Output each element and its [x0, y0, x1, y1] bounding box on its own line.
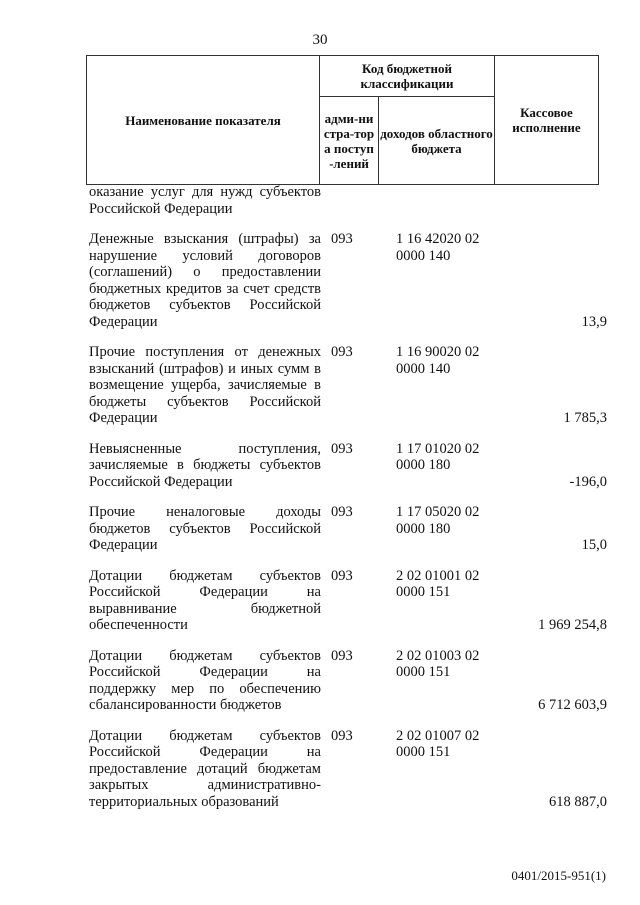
footer-code: 0401/2015-951(1) — [511, 868, 606, 883]
row-income-code — [389, 337, 504, 434]
row-admin-code: 093 — [331, 344, 353, 360]
row-amount: 618 887,0 — [549, 793, 607, 810]
row-name: Прочие неналоговые доходы бюджетов субъектов Российской Федерации — [89, 504, 321, 553]
row-income-code — [389, 721, 504, 818]
row-income-code — [389, 184, 504, 224]
table-row — [86, 337, 611, 434]
row-name: оказание услуг для нужд субъектов Российской Федерации — [89, 184, 321, 217]
header-code-group: Код бюджетной классификации — [320, 56, 495, 97]
row-amount: 15,0 — [581, 537, 607, 553]
header-name: Наименование показателя — [87, 56, 320, 185]
row-name: Дотации бюджетам субъектов Российской Федерации на выравнивание бюджетной обеспеченности — [89, 567, 321, 633]
row-income-code-line: 2 02 01003 02 — [396, 647, 480, 664]
row-income-code-line: 1 17 05020 02 — [396, 504, 480, 520]
header-admin — [320, 97, 379, 185]
table-row — [86, 434, 611, 498]
row-admin-code: 093 — [331, 231, 353, 247]
row-amount: 6 712 603,9 — [538, 697, 607, 713]
row-income-code-line: 0000 180 — [396, 520, 451, 537]
page-number: 30 — [312, 32, 328, 48]
row-income-code-line: 0000 140 — [396, 247, 451, 264]
row-admin-code: 093 — [331, 647, 353, 664]
row-income-code-line: 1 17 01020 02 — [396, 440, 480, 457]
row-admin-code: 093 — [331, 504, 353, 520]
row-income-code — [389, 561, 504, 641]
row-admin-code — [325, 184, 389, 224]
table-row — [86, 224, 611, 337]
table-header-row — [87, 56, 599, 97]
row-amount: 13,9 — [581, 313, 607, 330]
row-admin-code: 093 — [331, 567, 353, 584]
row-amount: 1 969 254,8 — [538, 617, 607, 633]
header-admin-text: адми-нистра-тора поступ-лений — [323, 110, 375, 171]
row-name: Денежные взыскания (штрафы) за нарушение условий договоров (соглашений) о предоставлении бюджетных кредитов за счет средств бюджетов субъектов Российской Федерации — [89, 231, 321, 330]
row-income-code — [389, 641, 504, 721]
row-income-code — [389, 434, 504, 498]
row-income-code — [389, 224, 504, 337]
budget-table — [86, 55, 599, 185]
row-amount: 1 785,3 — [563, 410, 607, 426]
row-admin-code: 093 — [331, 727, 353, 744]
row-income-code-line: 0000 151 — [396, 584, 451, 600]
row-income-code-line: 0000 180 — [396, 457, 451, 473]
table-row — [86, 184, 611, 224]
budget-table-body — [86, 184, 611, 817]
table-row — [86, 561, 611, 641]
row-income-code-line: 2 02 01001 02 — [396, 567, 480, 584]
row-admin-code: 093 — [331, 440, 353, 457]
row-amount — [504, 184, 611, 224]
row-income-code-line: 2 02 01007 02 — [396, 727, 480, 744]
header-amount: Кассовое исполнение — [495, 56, 599, 185]
header-income: доходов областного бюджета — [379, 97, 495, 185]
table-row — [86, 641, 611, 721]
row-name: Дотации бюджетам субъектов Российской Федерации на предоставление дотаций бюджетам закрытых административно-территориальных образований — [89, 727, 321, 810]
row-name: Невыясненные поступления, зачисляемые в бюджеты субъектов Российской Федерации — [89, 440, 321, 490]
row-name: Прочие поступления от денежных взысканий (штрафов) и иных сумм в возмещение ущерба, зачисляемые в бюджеты субъектов Российской Федерации — [89, 344, 321, 426]
row-income-code-line: 1 16 90020 02 — [396, 344, 480, 360]
table-row — [86, 497, 611, 561]
table-row — [86, 721, 611, 818]
row-name: Дотации бюджетам субъектов Российской Федерации на поддержку мер по обеспечению сбалансированности бюджетов — [89, 647, 321, 713]
row-income-code — [389, 497, 504, 561]
row-income-code-line: 1 16 42020 02 — [396, 231, 480, 247]
row-income-code-line: 0000 140 — [396, 360, 451, 377]
row-income-code-line: 0000 151 — [396, 744, 451, 760]
row-amount: -196,0 — [569, 473, 607, 490]
row-income-code-line: 0000 151 — [396, 664, 451, 680]
